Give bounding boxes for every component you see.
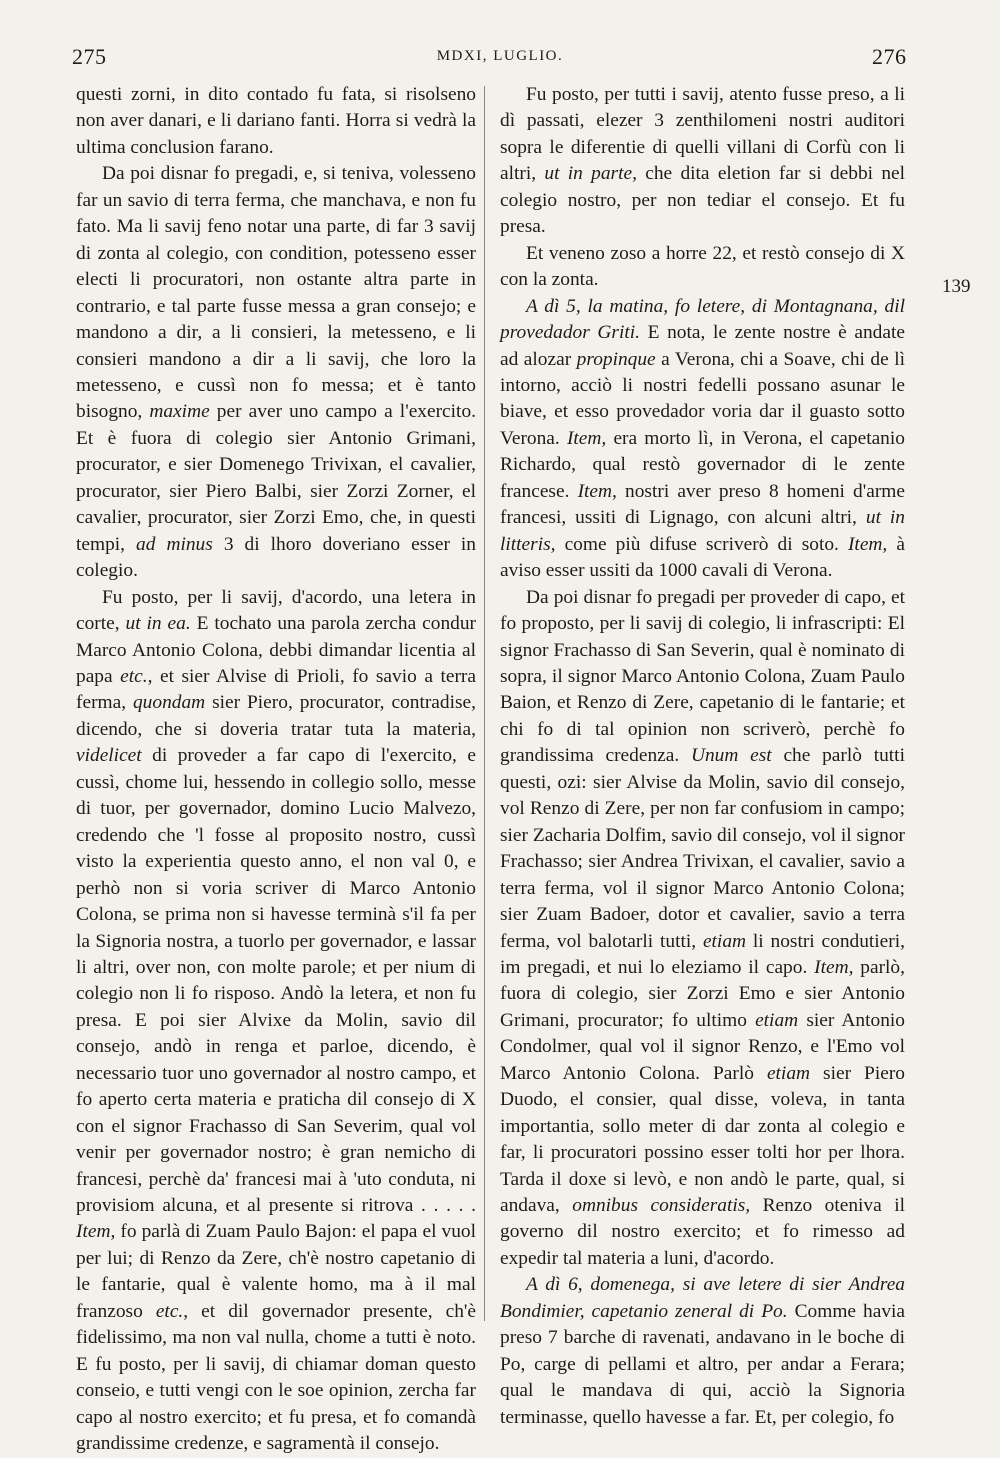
text-run: a Verona, chi a Soave, chi de lì intorno, acciò li nostri fedelli possano asunar le biave, et esso provedador voria dar il guasto sotto Verona.	[500, 348, 905, 449]
italic-text: maxime	[149, 401, 210, 423]
text-run: Da poi disnar fo pregadi per proveder di capo, et fo proposto, per li savij di colegio, li infrascripti: El signor Frachasso di San Severin, qual è nominato di sopra, il signor Marco Antonio Colona, Zuam Paulo Baion, et Renzo di Zere, capetanio di le fantarie; et chi fo di tal opinion non scriverò, perchè fo grandissima credenza.	[500, 586, 905, 767]
italic-text: ut in litteris,	[500, 507, 905, 555]
text-run: li nostri condutieri, im pregadi, et nui lo eleziamo il capo.	[500, 930, 905, 978]
left-page-number: 275	[72, 44, 107, 69]
text-run: E tochato una parola zercha condur Marco Antonio Colona, debbi dimandar licentia al papa	[76, 613, 476, 687]
column-divider	[484, 86, 485, 1321]
paragraph	[76, 82, 476, 161]
italic-text: ut in parte,	[544, 163, 637, 185]
text-run: che dita eletion far si debbi nel colegio nostro, per non tediar el consejo. Et fu presa.	[500, 163, 906, 238]
paragraph	[76, 161, 476, 584]
right-column	[500, 82, 905, 1431]
text-run: , et dil governador presente, ch'è fidelissimo, ma non val nulla, chome a tutti è noto. E fu posto, per li savij, di chiamar doman questo conseio, e tutti vengi con le soe opinion, zercha far capo al nostro exercito; et fu presa, et fo comandà grandissime credenze, e sagramentà il consejo.	[76, 1300, 476, 1455]
italic-text: ut in ea.	[125, 613, 191, 635]
paragraph	[500, 82, 905, 241]
text-run: Comme havia preso 7 barche di ravenati, andavano in le boche di Po, carge di pellami et altro, per andar a Ferara; qual le mandava di qui, acciò la Signoria terminasse, quello havesse a far. Et, per colegio, fo	[500, 1300, 906, 1428]
italic-text: videlicet	[76, 745, 142, 767]
text-run: sier Antonio Condolmer, qual vol il signor Renzo, e l'Emo vol Marco Antonio Colona. Parlò	[500, 1009, 905, 1084]
paragraph	[500, 241, 905, 294]
paragraph	[500, 585, 905, 1273]
italic-text: A dì 5, la matina, fo letere, di Montagnana, dil provedador Griti.	[500, 295, 905, 344]
italic-text: quondam	[132, 692, 206, 714]
italic-text: etiam	[755, 1009, 799, 1031]
italic-text: Item,	[76, 1221, 116, 1243]
margin-note: 139	[942, 276, 971, 297]
running-header	[0, 44, 1000, 74]
text-run: Renzo oteniva il governo dil nostro exercito; et fo rimesso ad expedir tal materia a luni, d'acordo.	[500, 1195, 905, 1269]
italic-text: etiam	[702, 930, 747, 952]
text-run: parlò, fuora di colegio, sier Zorzi Emo e sier Antonio Grimani, procurator; fo ultimo	[500, 956, 905, 1031]
paragraph	[500, 294, 905, 585]
italic-text: Item,	[566, 427, 607, 449]
text-run: 3 di lhoro doveriano esser in colegio.	[76, 533, 477, 582]
running-title: MDXI, LUGLIO.	[436, 48, 564, 64]
italic-text: propinque	[576, 348, 656, 370]
italic-text: Item,	[847, 533, 888, 555]
text-run: E nota, le zente nostre è andate ad alozar	[500, 322, 905, 370]
text-run: era morto lì, in Verona, el capetanio Richardo, qual restò governador di le zente francese.	[500, 427, 905, 502]
text-run: sier Piero Duodo, el consier, qual disse, voleva, in tanta importantia, sollo meter di dar zonta al colegio e far, li procuratori possino esser tolti hor per lhora. Tarda il doxe si levò, e non andò le parte, qual, si andava,	[500, 1062, 905, 1217]
text-run: à aviso esser ussiti da 1000 cavali di Verona.	[500, 533, 905, 582]
paragraph	[500, 1272, 905, 1431]
italic-text: ad minus	[136, 533, 213, 555]
text-run: come più difuse scriverò di soto.	[564, 533, 839, 555]
text-run: Fu posto, per tutti i savij, atento fusse preso, a li dì passati, elezer 3 zenthilomeni nostri auditori sopra le diferentie di quelli villani di Corfù con li altri,	[500, 84, 905, 185]
text-run: Da poi disnar fo pregadi, e, si teniva, volesseno far un savio di terra ferma, che manchava, e non fu fato. Ma li savij feno notar una parte, di far 3 savij di zonta al colegio, con condition, potesseno esser electi li procuratori, non ostante altra parte in contrario, e tal parte fusse messa a gran consejo; e mandono a dir, a li consieri, la metesseno, e li consieri mandono a dir a li savij, che loro la metesseno, e cussì non fo messa; et è tanto bisogno,	[76, 163, 476, 423]
text-run: fo parlà di Zuam Paulo Bajon: el papa el vuol per lui; di Renzo da Zere, ch'è nostro capetanio di le fantarie, qual è valente homo, ma à il mal franzoso	[76, 1221, 476, 1322]
italic-text: Unum est	[690, 745, 772, 767]
italic-text: etc.	[155, 1300, 184, 1322]
text-run: che parlò tutti questi, ozi: sier Alvise da Molin, savio dil consejo, vol Renzo di Zere, per non far confusiom in campo; sier Zacharia Dolfim, savio dil consejo, vol il signor Frachasso; sier Andrea Trivixan, el cavalier, savio a terra ferma, vol il signor Marco Antonio Colona; sier Zuam Badoer, dotor et cavalier, savio a terra ferma, vol balotarli tutti,	[500, 745, 905, 952]
text-run: di proveder a far capo di l'exercito, e cussì, chome lui, hessendo in collegio sollo, messe di tuor, per governador, domino Lucio Malvezo, credendo che 'l fosse al proposito nostro, cussì visto la experientia questo anno, el non val 0, e perhò non si voria scriver di Marco Antonio Colona, se prima non si havesse terminà s'il fa per la Signoria nostra, a tuorlo per governador, e lassar li altri, over non, con molte parole; et per nium di colegio non li fo risposo. Andò la letera, et non fu presa. E poi sier Alvixe da Molin, savio dil consejo, andò in renga et parloe, dicendo, è necessario tuor uno governador al nostro campo, et fo aperto certa materia e praticha dil consejo di X con el signor Frachasso di San Severim, qual vol venir per governador nostro; è gran nemicho di francesi, perchè da' francesi mai à 'uto conduta, ni provisiom alcuna, et al presente si ritrova . . . . .	[76, 745, 476, 1217]
text-run: questi zorni, in dito contado fu fata, si risolseno non aver danari, e li dariano fanti. Horra si vedrà la ultima conclusion farano.	[76, 84, 476, 158]
left-column	[76, 82, 476, 1458]
italic-text: etc.	[120, 665, 148, 687]
text-run: nostri aver preso 8 homeni d'arme francesi, ussiti di Lignago, con alcuni altri,	[500, 480, 905, 529]
right-page-number: 276	[872, 44, 907, 69]
text-run: Fu posto, per li savij, d'acordo, una letera in corte,	[76, 586, 476, 635]
text-run: Et veneno zoso a horre 22, et restò consejo di X con la zonta.	[500, 242, 905, 291]
italic-text: etiam	[766, 1062, 811, 1084]
paragraph	[76, 585, 476, 1458]
italic-text: omnibus consideratis,	[572, 1195, 751, 1217]
text-run: sier Piero, procurator, contradise, dicendo, che si doveria tratar tuta la materia,	[76, 692, 476, 740]
text-run: , et sier Alvise di Prioli, fo savio a terra ferma,	[76, 665, 476, 714]
italic-text: Item,	[577, 480, 617, 502]
text-run: per aver uno campo a l'exercito. Et è fuora di colegio sier Antonio Grimani, procurator, e sier Domenego Trivixan, el cavalier, procurator, sier Piero Balbi, sier Zorzi Zorner, el cavalier, procurator, sier Zorzi Emo, che, in questi tempi,	[76, 401, 476, 555]
italic-text: A dì 6, domenega, si ave letere di sier Andrea Bondimier, capetanio zeneral di Po.	[500, 1274, 905, 1322]
italic-text: Item,	[814, 956, 854, 978]
